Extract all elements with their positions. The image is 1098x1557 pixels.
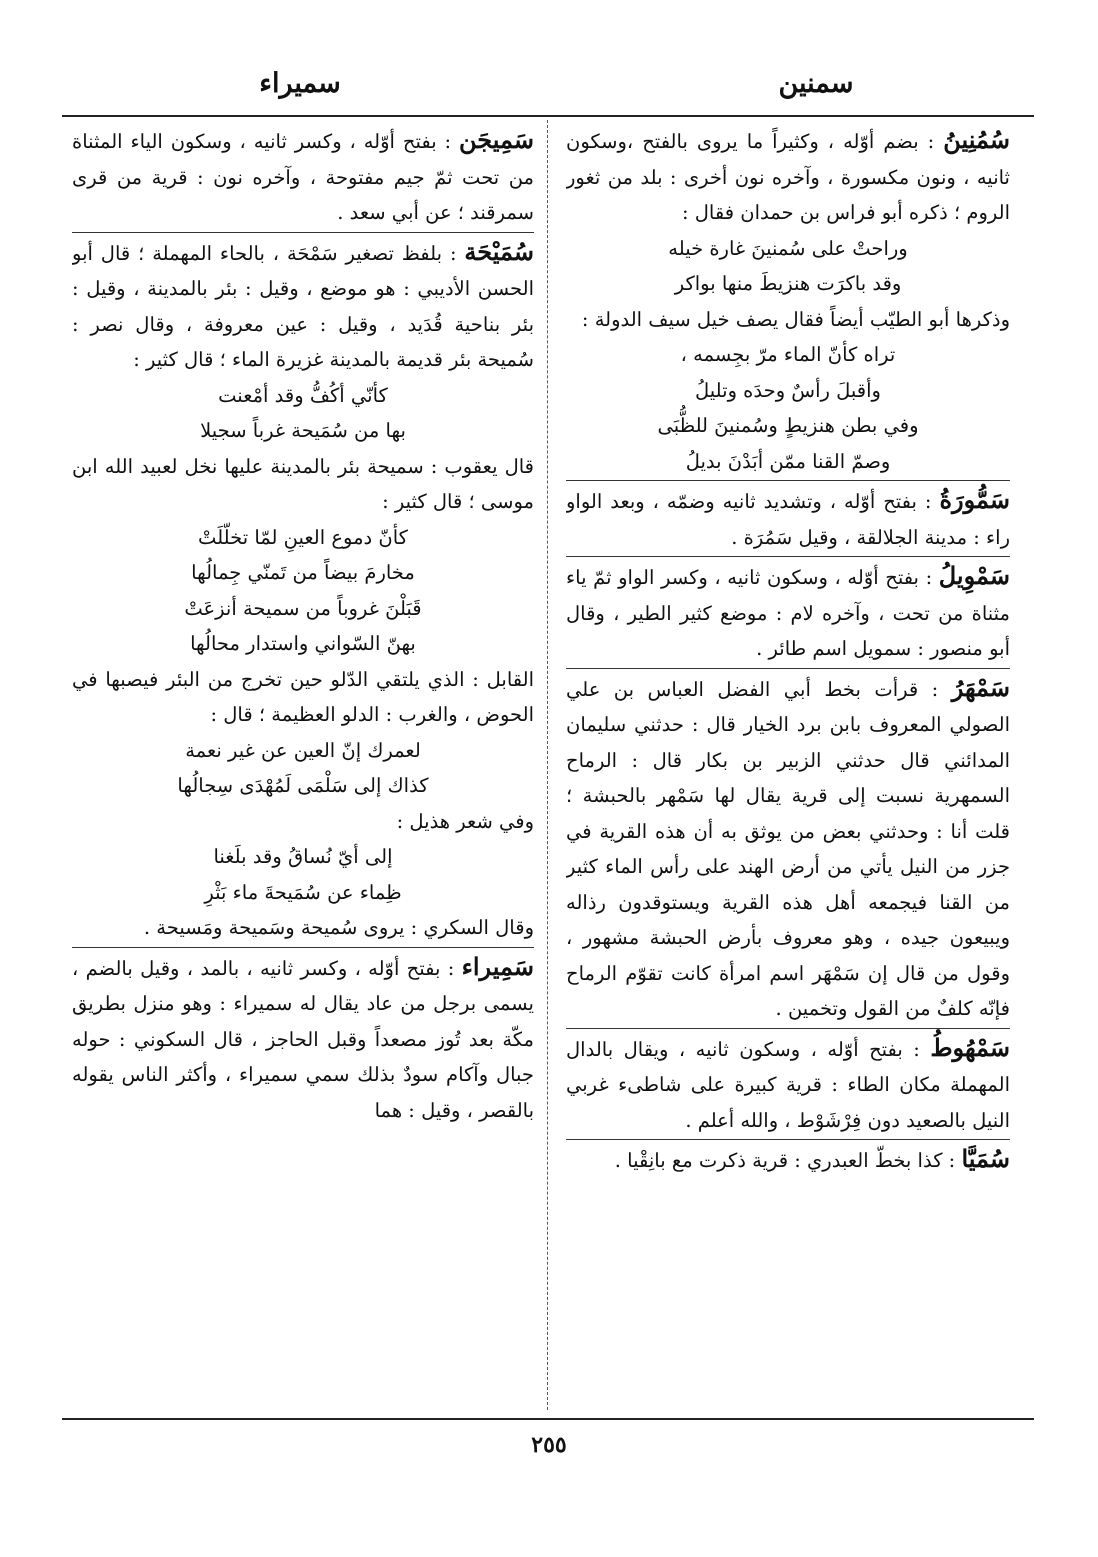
verse-line: وقد باكرَت هنزيطَ منها بواكر	[674, 272, 902, 295]
verse-line: قَبَلْنَ غروباً من سميحة أنزعَتْ	[184, 596, 422, 620]
entry-headword: سُمَيْحَة	[464, 236, 534, 266]
entry-samijan	[72, 122, 534, 231]
entry-body: : بفتح أوّله ، وسكون ثانيه ، وكسر الواو ثمّ ياء مثناة من تحت ، وآخره لام : موضع كثير الطير ، وقال أبو منصور : سمويل اسم طائر .	[566, 566, 1010, 660]
entry-headword: سُمَيَّا	[961, 1144, 1010, 1173]
entry-sumayha	[72, 232, 534, 946]
entry-prose: القابل : الذي يلتقي الدّلو حين تخرج من البئر فيصبها في الحوض ، والغرب : الدلو العظيمة ؛ قال :	[72, 667, 534, 726]
entry-body: : بفتح أوّله ، وتشديد ثانيه وضمّه ، وبعد الواو راء : مدينة الجلالقة ، وقيل سَمُرَة .	[566, 490, 1010, 549]
entry-headword: سَمْهُوطُ	[930, 1032, 1010, 1062]
verse-block	[566, 337, 1010, 479]
verse-line: لعمرك إنّ العين عن غير نعمة	[185, 738, 421, 762]
entry-body: : بفتح أوّله ، وكسر ثانيه ، بالمد ، وقيل بالضم ، يسمى برجل من عاد يقال له سميراء : وهو منزل بطريق مكّة بعد تُوز مصعداً وقبل الحاجز ، قال السكوني : حوله جبال وآكام سودٌ بذلك سمي سميراء ، وأكثر الناس يقوله بالقصر ، وقيل : هما	[72, 956, 534, 1122]
verse-block	[566, 231, 1010, 302]
entry-sumayya	[566, 1139, 1010, 1179]
entry-prose: وذكرها أبو الطيّب أيضاً فقال يصف خيل سيف الدولة :	[581, 307, 1010, 331]
verse-line: وراحتْ على سُمنينَ غارة خيله	[668, 236, 908, 260]
entry-headword: سَمِيراء	[461, 951, 534, 981]
verse-line: إلى أيّ نُساقُ وقد بلَغنا	[213, 845, 393, 868]
entry-prose: قال يعقوب : سميحة بئر بالمدينة عليها نخل لعبيد الله ابن موسى ؛ قال كثير :	[72, 454, 534, 513]
entry-body: : كذا بخطّ العبدري : قرية ذكرت مع بانِقْيا .	[614, 1149, 956, 1172]
verse-line: مخارمَ بيضاً من تَمنّي جِمالُها	[191, 561, 415, 584]
entry-body: : بضم أوّله ، وكثيراً ما يروى بالفتح ،وسكون ثانيه ، ونون مكسورة ، وآخره نون أخرى : بلد من ثغور الروم ؛ ذكره أبو فراس بن حمدان فقال :	[566, 130, 1010, 224]
verse-line: وأقبلَ رأسٌ وحدَه وتليلُ	[695, 378, 881, 402]
verse-line: وصمّ القنا ممّن أبَدْنَ بديلُ	[685, 449, 891, 473]
verse-block	[72, 839, 534, 910]
right-column	[566, 122, 1010, 1412]
top-rule	[62, 115, 1034, 117]
header-right-word: سمنين	[778, 68, 854, 99]
entry-body: : بلفظ تصغير سَمْحَة ، بالحاء المهملة ؛ قال أبو الحسن الأديبي : هو موضع ، وقيل : بئر بالمدينة ، وقيل : بئر بناحية قُدَيد ، وقيل : عين معروفة ، وقال نصر : سُميحة بئر قديمة بالمدينة غزيرة الماء ؛ قال كثير :	[72, 241, 534, 371]
entry-headword: سُمُنِينُ	[943, 125, 1010, 154]
verse-line: كذاك إلى سَلْمَى لَمُهْدَى سِجالُها	[177, 774, 429, 797]
verse-block	[72, 520, 534, 662]
verse-line: بها من سُمَيحة غرباً سجيلا	[200, 419, 406, 442]
verse-line: تراه كأنّ الماء مرّ بجِسمه ،	[680, 343, 896, 366]
page-number: ٢٥٥	[531, 1432, 567, 1458]
entry-samira	[72, 947, 534, 1129]
verse-block	[72, 378, 534, 449]
entry-samhut	[566, 1028, 1010, 1139]
entry-prose: وقال السكري : يروى سُميحة وسَميحة ومَسيحة .	[143, 916, 534, 939]
left-column	[72, 122, 534, 1412]
entry-body: : قرأت بخط أبي الفضل العباس بن علي الصولي المعروف بابن برد الخيار قال : حدثني سليمان المدائني قال حدثني الزبير بن بكار قال : الرماح السمهرية نسبت إلى قرية يقال لها سَمْهر بالحبشة ؛ قلت أنا : وحدثني بعض من يوثق به أن هذه القرية في جزر من النيل يأتي من أرض الهند على رأس الماء كثير من القنا فيجمعه أهل هذه القرية ويستوقدون رذاله ويبيعون جيده ، وهو معروف بأرض الحبشة مشهور ، وقول من قال إن سَمْهَر اسم امرأة كانت تقوّم الرماح فإنّه كلفٌ من القول وتخمين .	[566, 677, 1010, 1020]
entry-prose: وفي شعر هذيل :	[396, 809, 534, 833]
entry-headword: سَمُّورَةُ	[939, 485, 1010, 514]
entry-sumunin	[566, 122, 1010, 479]
verse-line: بهنّ السّواني واستدار محالُها	[190, 632, 416, 655]
entry-samwil	[566, 556, 1010, 667]
verse-line: كأنّي أكُفُّ وقد أمْعنت	[218, 383, 388, 407]
entry-body: : بفتح أوّله ، وكسر ثانيه ، وسكون الياء المثناة من تحت ثمّ جيم مفتوحة ، وآخره نون : قرية من قرى سمرقند ؛ عن أبي سعد .	[72, 130, 534, 224]
verse-line: كأنّ دموع العينِ لمّا تخلّلَتْ	[198, 525, 408, 549]
entry-headword: سَمْوِيلُ	[938, 561, 1010, 590]
verse-line: وفي بطن هنزيطٍ وسُمنينَ للظُّبَى	[657, 414, 919, 437]
verse-line: ظِماء عن سُمَيحةَ ماء بَثْرِ	[204, 880, 402, 904]
entry-headword: سَمْهَرُ	[951, 672, 1010, 702]
bottom-rule	[62, 1418, 1034, 1420]
column-separator	[547, 120, 548, 1410]
entry-samhar	[566, 668, 1010, 1027]
entry-headword: سَمِيجَن	[459, 125, 534, 154]
header-left-word: سميراء	[259, 68, 341, 99]
entry-sammura	[566, 480, 1010, 555]
verse-block	[72, 733, 534, 804]
entry-body: : بفتح أوّله ، وسكون ثانيه ، ويقال بالدال المهملة مكان الطاء : قرية كبيرة على شاطىء غربي النيل بالصعيد دون فِرْشَوْط ، والله أعلم .	[566, 1037, 1010, 1132]
